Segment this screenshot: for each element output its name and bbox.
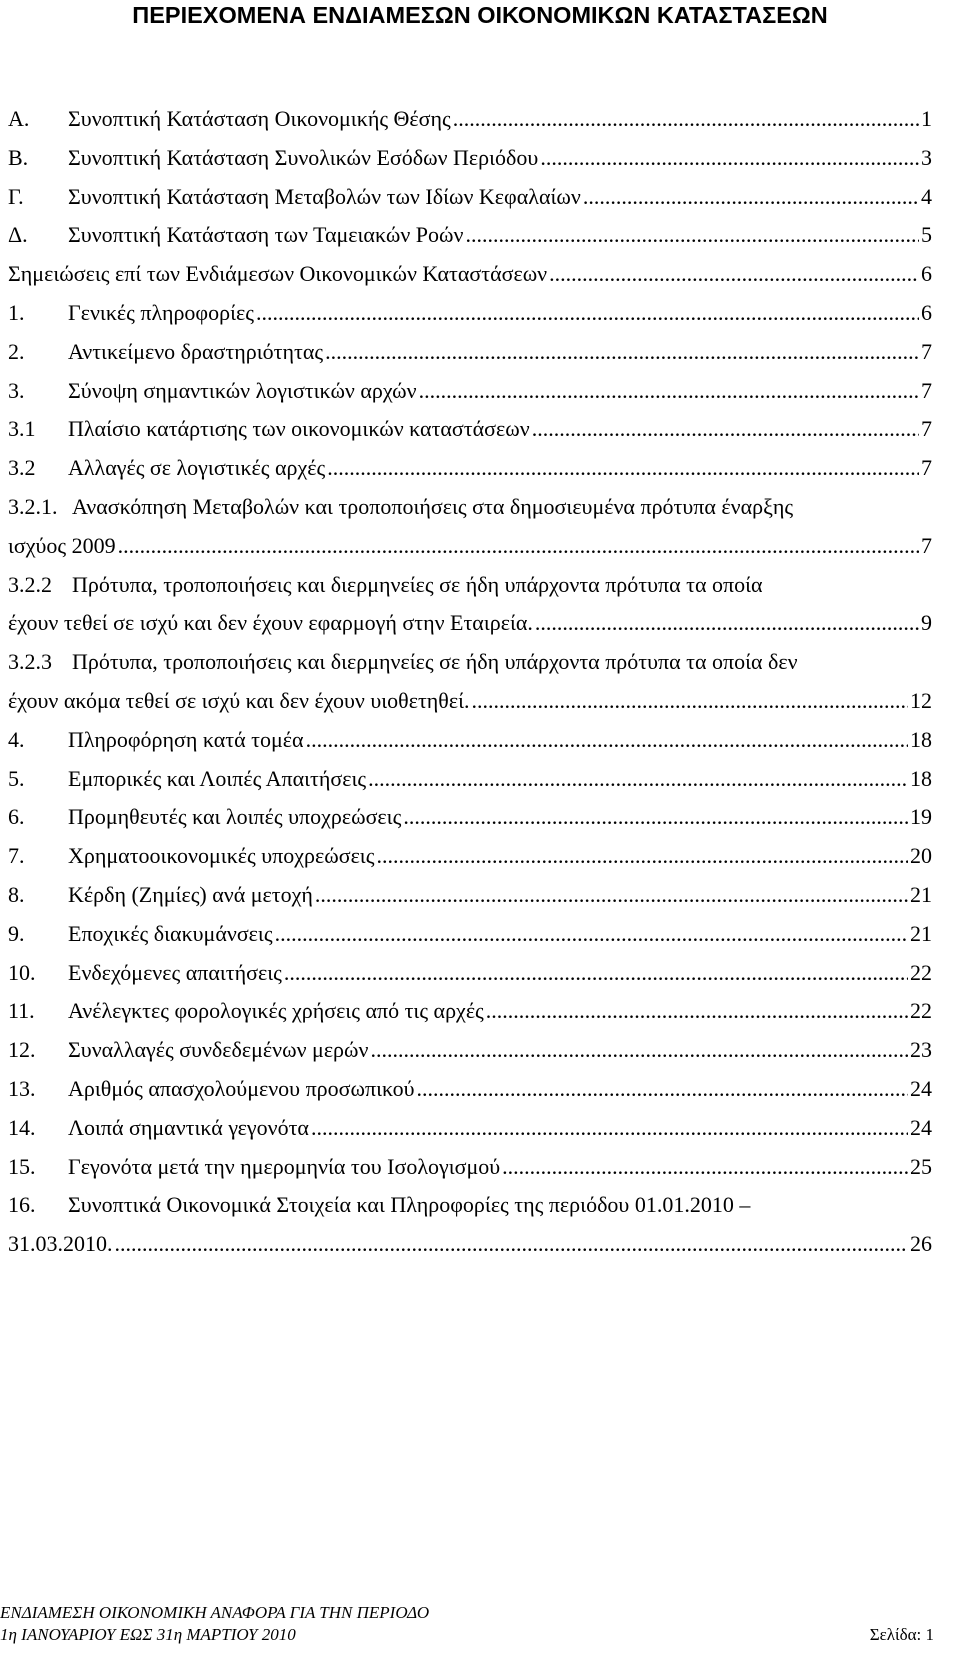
toc-entry-title: Σημειώσεις επί των Ενδιάμεσων Οικονομικών Καταστάσεων <box>8 261 548 287</box>
toc-entry-title: Συνοπτική Κατάσταση Μεταβολών των Ιδίων Κεφαλαίων <box>68 183 581 209</box>
dot-leader <box>532 410 919 448</box>
toc-entry-title-continued: 31.03.2010. <box>8 1231 113 1257</box>
toc-entry-title-continued: ισχύος 2009 <box>8 532 116 558</box>
dot-leader <box>486 992 908 1030</box>
toc-entry[interactable] <box>8 643 932 681</box>
toc-entry-page: 26 <box>910 1231 932 1257</box>
toc-entry-page: 22 <box>910 998 932 1024</box>
toc-entry-page: 24 <box>910 1114 932 1140</box>
toc-entry[interactable] <box>8 488 932 526</box>
toc-entry-title-continued: έχουν ακόμα τεθεί σε ισχύ και δεν έχουν υιοθετηθεί. <box>8 688 470 713</box>
toc-entry-number: 11. <box>8 998 35 1024</box>
toc-entry-title: Συνοπτική Κατάσταση Συνολικών Εσόδων Περιόδου <box>68 144 539 170</box>
toc-entry-title: Γενικές πληροφορίες <box>68 300 254 325</box>
page-footer <box>0 1602 960 1646</box>
toc-entry[interactable] <box>8 294 932 332</box>
toc-entry-continuation[interactable] <box>8 1225 932 1263</box>
toc-entry-number: 8. <box>8 882 25 907</box>
toc-entry[interactable] <box>8 837 932 875</box>
toc-entry-title: Χρηματοοικονομικές υποχρεώσεις <box>68 843 375 869</box>
dot-leader <box>419 372 919 410</box>
toc-entry-title: Πληροφόρηση κατά τομέα <box>68 726 304 752</box>
toc-entry[interactable] <box>8 216 932 254</box>
toc-entry-title: Προμηθευτές και λοιπές υποχρεώσεις <box>68 804 402 830</box>
toc-entry[interactable] <box>8 798 932 836</box>
toc-entry-number: 9. <box>8 920 25 946</box>
toc-entry-title: Εμπορικές και Λοιπές Απαιτήσεις <box>68 765 367 791</box>
toc-entry-page: 1 <box>921 106 932 131</box>
toc-entry[interactable] <box>8 876 932 914</box>
toc-entry-number: 15. <box>8 1153 36 1179</box>
toc-entry-number: 3.2.1. <box>8 494 58 519</box>
toc-entry-continuation[interactable] <box>8 527 932 565</box>
toc-entry[interactable] <box>8 915 932 953</box>
toc-entry-title: Κέρδη (Ζημίες) ανά μετοχή <box>68 882 313 907</box>
footer-line-2: 1η ΙΑΝΟΥΑΡΙΟΥ ΕΩΣ 31η ΜΑΡΤΙΟΥ 2010 <box>0 1625 296 1644</box>
toc-entry-page: 24 <box>910 1076 932 1101</box>
toc-entry-page: 7 <box>921 377 932 403</box>
toc-entry-number: 12. <box>8 1037 36 1063</box>
toc-entry-page: 22 <box>910 959 932 985</box>
toc-entry-title-continued: έχουν τεθεί σε ισχύ και δεν έχουν εφαρμογή στην Εταιρεία. <box>8 610 533 636</box>
toc-entry[interactable] <box>8 954 932 992</box>
toc-entry-number: 2. <box>8 338 25 364</box>
toc-entry[interactable] <box>8 333 932 371</box>
toc-entry-number: 6. <box>8 804 25 830</box>
dot-leader <box>275 915 908 953</box>
toc-entry-page: 5 <box>921 222 932 248</box>
toc-entry-title: Συνοπτικά Οικονομικά Στοιχεία και Πληροφορίες της περιόδου 01.01.2010 – <box>68 1192 751 1218</box>
toc-entry-page: 7 <box>921 416 932 442</box>
toc-entry-number: 4. <box>8 726 25 752</box>
toc-entry-page: 19 <box>910 804 932 830</box>
toc-entry-title: Ανασκόπηση Μεταβολών και τροποποιήσεις στα δημοσιευμένα πρότυπα έναρξης <box>72 494 794 519</box>
toc-entry-number: 13. <box>8 1076 36 1101</box>
toc-entry[interactable] <box>8 255 932 293</box>
toc-entry-number: 3.2 <box>8 455 36 481</box>
toc-entry-number: 3. <box>8 377 25 403</box>
toc-entry[interactable] <box>8 372 932 410</box>
dot-leader <box>583 178 919 216</box>
toc-entry[interactable] <box>8 721 932 759</box>
toc-entry-number: 7. <box>8 843 25 869</box>
toc-entry-title: Συνοπτική Κατάσταση Οικονομικής Θέσης <box>68 106 451 131</box>
dot-leader <box>465 216 919 254</box>
dot-leader <box>368 760 908 798</box>
toc-entry-number: Γ. <box>8 183 24 209</box>
toc-entry-page: 6 <box>921 300 932 325</box>
toc-entry[interactable] <box>8 449 932 487</box>
toc-entry-number: 14. <box>8 1114 36 1140</box>
toc-entry-number: 16. <box>8 1192 36 1218</box>
toc-entry-page: 7 <box>921 338 932 364</box>
toc-entry-number: 1. <box>8 300 25 325</box>
toc-entry-number: Β. <box>8 144 29 170</box>
toc-entry-title: Αριθμός απασχολούμενου προσωπικού <box>68 1076 415 1101</box>
dot-leader <box>306 721 908 759</box>
toc-entry-page: 7 <box>921 455 932 481</box>
toc-entry-page: 25 <box>910 1153 932 1179</box>
toc-entry-page: 23 <box>910 1037 932 1063</box>
dot-leader <box>118 527 919 565</box>
dot-leader <box>540 139 919 177</box>
toc-entry-page: 21 <box>910 920 932 946</box>
toc-entry-page: 20 <box>910 843 932 869</box>
dot-leader <box>315 876 908 914</box>
toc-entry-title: Πρότυπα, τροποποιήσεις και διερμηνείες σε ήδη υπάρχοντα πρότυπα τα οποία <box>72 571 763 597</box>
toc-title: ΠΕΡΙΕΧΟΜΕΝΑ ΕΝΔΙΑΜΕΣΩΝ ΟΙΚΟΝΟΜΙΚΩΝ ΚΑΤΑΣΤΑΣΕΩΝ <box>132 2 828 28</box>
dot-leader <box>417 1070 908 1108</box>
dot-leader <box>376 837 908 875</box>
toc-entry-page: 3 <box>921 144 932 170</box>
toc-entry[interactable] <box>8 992 932 1030</box>
toc-entry-number: 5. <box>8 765 25 791</box>
toc-entry-page: 7 <box>921 532 932 558</box>
toc-entry-title: Ενδεχόμενες απαιτήσεις <box>68 959 282 985</box>
toc-entry-title: Σύνοψη σημαντικών λογιστικών αρχών <box>68 377 417 403</box>
footer-line-1: ΕΝΔΙΑΜΕΣΗ ΟΙΚΟΝΟΜΙΚΗ ΑΝΑΦΟΡΑ ΓΙΑ ΤΗΝ ΠΕΡΙΟΔΟ <box>0 1603 430 1622</box>
dot-leader <box>549 255 919 293</box>
dot-leader <box>325 333 919 371</box>
dot-leader <box>284 954 908 992</box>
toc-entry-title: Συνοπτική Κατάσταση των Ταμειακών Ροών <box>68 222 464 248</box>
toc-entry-title: Λοιπά σημαντικά γεγονότα <box>68 1114 309 1140</box>
dot-leader <box>403 798 908 836</box>
toc-entry-page: 18 <box>910 765 932 791</box>
toc-entry[interactable] <box>8 760 932 798</box>
toc-entry-page: 18 <box>910 726 932 752</box>
toc-entry-title: Εποχικές διακυμάνσεις <box>68 920 273 946</box>
dot-leader <box>311 1109 908 1147</box>
toc-entry-number: 3.1 <box>8 416 36 442</box>
toc-entry[interactable] <box>8 566 932 604</box>
toc-entry[interactable] <box>8 100 932 138</box>
toc-entry-title: Συναλλαγές συνδεδεμένων μερών <box>68 1037 369 1063</box>
toc-entry-number: Δ. <box>8 222 28 248</box>
toc-entry-title: Αλλαγές σε λογιστικές αρχές <box>68 455 326 481</box>
toc-entry-title: Ανέλεγκτες φορολογικές χρήσεις από τις αρχές <box>68 998 484 1024</box>
toc-entry-page: 4 <box>921 183 932 209</box>
toc-entry-number: 10. <box>8 959 36 985</box>
toc-entry-page: 9 <box>921 610 932 636</box>
toc-entry-continuation[interactable] <box>8 604 932 642</box>
dot-leader <box>502 1148 908 1186</box>
dot-leader <box>256 294 919 332</box>
toc-entry-continuation[interactable] <box>8 682 932 720</box>
toc-entry[interactable] <box>8 1070 932 1108</box>
toc-entry[interactable] <box>8 1031 932 1069</box>
toc-entry-page: 12 <box>910 688 932 713</box>
toc-entry-page: 21 <box>910 882 932 907</box>
toc-entry-title: Γεγονότα μετά την ημερομηνία του Ισολογισμού <box>68 1153 501 1179</box>
page-number: Σελίδα: 1 <box>869 1625 934 1644</box>
toc-entry-page: 6 <box>921 261 932 287</box>
toc-entry[interactable] <box>8 1186 932 1224</box>
toc-entry[interactable] <box>8 410 932 448</box>
dot-leader <box>453 100 919 138</box>
toc-entry[interactable] <box>8 178 932 216</box>
dot-leader <box>535 604 919 642</box>
toc-entry-number: 3.2.3 <box>8 649 52 675</box>
toc-entry[interactable] <box>8 139 932 177</box>
toc-entry-number: Α. <box>8 106 30 131</box>
dot-leader <box>327 449 919 487</box>
toc-entry-title: Πλαίσιο κατάρτισης των οικονομικών καταστάσεων <box>68 416 530 442</box>
dot-leader <box>115 1225 909 1263</box>
dot-leader <box>370 1031 908 1069</box>
toc-entry-title: Αντικείμενο δραστηριότητας <box>68 338 324 364</box>
toc-entry[interactable] <box>8 1148 932 1186</box>
toc-entry-title: Πρότυπα, τροποποιήσεις και διερμηνείες σε ήδη υπάρχοντα πρότυπα τα οποία δεν <box>72 649 798 675</box>
dot-leader <box>472 682 909 720</box>
toc-entry[interactable] <box>8 1109 932 1147</box>
toc-entry-number: 3.2.2 <box>8 571 52 597</box>
